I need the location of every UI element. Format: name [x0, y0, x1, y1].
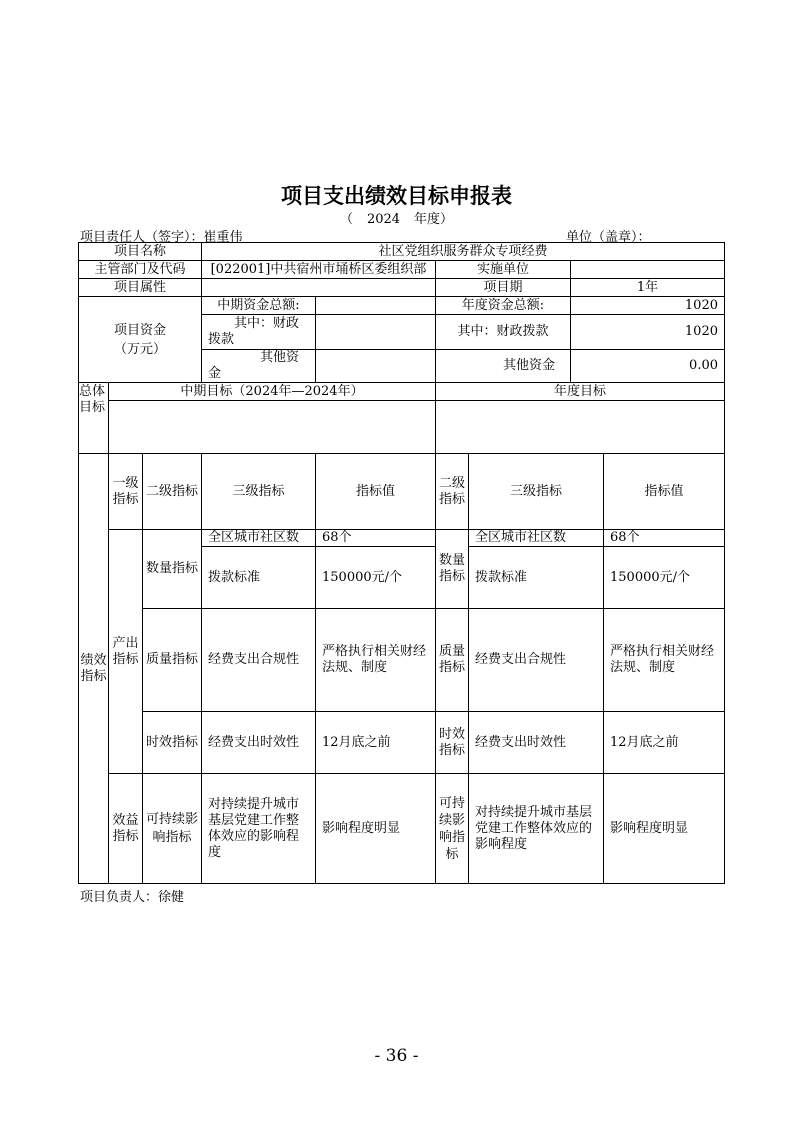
r-sustain-value: 影响程度明显	[604, 774, 725, 884]
dept-value: [022001]中共宿州市埇桥区委组织部	[202, 261, 436, 279]
year-value: 2024	[366, 212, 401, 227]
q1-name: 全区城市社区数	[202, 530, 316, 547]
mid-total-label: 中期资金总额:	[202, 297, 316, 315]
header-level3: 三级指标	[202, 454, 316, 530]
period-label: 项目期	[436, 279, 571, 297]
year-open: （	[339, 212, 353, 227]
sustain-name: 对持续提升城市基层党建工作整体效应的影响程度	[202, 774, 316, 884]
q1-value: 68个	[316, 530, 436, 547]
project-leader: 项目负责人：徐健	[80, 890, 185, 905]
overall-goal-label: 总体目标	[79, 383, 109, 454]
mid-other-label: 其他资金	[202, 350, 316, 383]
mid-goal-header: 中期目标（2024年—2024年）	[109, 383, 436, 401]
year-close: 年度）	[414, 212, 454, 227]
funds-label: 项目资金 （万元）	[79, 297, 202, 383]
annual-other-label: 其他资金	[436, 350, 571, 383]
r-q1-value: 68个	[604, 530, 725, 547]
r-quality-label: 质量指标	[436, 609, 469, 712]
page-title: 项目支出绩效目标申报表	[281, 184, 512, 208]
mid-fiscal-value	[316, 315, 436, 350]
header-r-level2: 二级指标	[436, 454, 469, 530]
q2-value: 150000元/个	[316, 547, 436, 609]
responsible-person: 项目责任人（签字）：崔重伟	[80, 230, 243, 245]
attr-label: 项目属性	[79, 279, 202, 297]
sustain-value: 影响程度明显	[316, 774, 436, 884]
quality-value: 严格执行相关财经法规、制度	[316, 609, 436, 712]
r-time-label: 时效指标	[436, 712, 469, 774]
q2-name: 拨款标准	[202, 547, 316, 609]
r-q2-value: 150000元/个	[604, 547, 725, 609]
impl-unit-value	[571, 261, 725, 279]
project-name-label: 项目名称	[79, 243, 202, 261]
mid-fiscal-label: 其中：财政拨款	[202, 315, 316, 350]
output-label: 产出指标	[109, 530, 143, 774]
r-quality-name: 经费支出合规性	[469, 609, 604, 712]
header-value: 指标值	[316, 454, 436, 530]
mid-goal-text	[109, 401, 436, 454]
header-r-value: 指标值	[604, 454, 725, 530]
unit-seal: 单位（盖章）：	[566, 230, 651, 245]
project-name-value: 社区党组织服务群众专项经费	[202, 243, 725, 261]
annual-fiscal-value: 1020	[571, 315, 725, 350]
r-quantity-label: 数量指标	[436, 530, 469, 609]
annual-goal-header: 年度目标	[436, 383, 725, 401]
r-quality-value: 严格执行相关财经法规、制度	[604, 609, 725, 712]
mid-other-value	[316, 350, 436, 383]
attr-value	[202, 279, 436, 297]
page-number: - 36 -	[374, 1046, 419, 1066]
annual-total-value: 1020	[571, 297, 725, 315]
annual-goal-text	[436, 401, 725, 454]
quality-label: 质量指标	[143, 609, 202, 712]
time-value: 12月底之前	[316, 712, 436, 774]
header-r-level3: 三级指标	[469, 454, 604, 530]
header-level1: 一级指标	[109, 454, 143, 530]
quantity-label: 数量指标	[143, 530, 202, 609]
r-sustain-name: 对持续提升城市基层党建工作整体效应的影响程度	[469, 774, 604, 884]
annual-fiscal-label: 其中：财政拨款	[436, 315, 571, 350]
header-level2: 二级指标	[143, 454, 202, 530]
benefit-label: 效益指标	[109, 774, 143, 884]
period-value: 1年	[571, 279, 725, 297]
r-time-name: 经费支出时效性	[469, 712, 604, 774]
r-q2-name: 拨款标准	[469, 547, 604, 609]
dept-label: 主管部门及代码	[79, 261, 202, 279]
annual-other-value: 0.00	[571, 350, 725, 383]
r-q1-name: 全区城市社区数	[469, 530, 604, 547]
mid-total-value	[316, 297, 436, 315]
quality-name: 经费支出合规性	[202, 609, 316, 712]
time-name: 经费支出时效性	[202, 712, 316, 774]
r-time-value: 12月底之前	[604, 712, 725, 774]
r-sustain-label: 可持续影响指标	[436, 774, 469, 884]
annual-total-label: 年度资金总额:	[436, 297, 571, 315]
time-label: 时效指标	[143, 712, 202, 774]
sustain-label: 可持续影响指标	[143, 774, 202, 884]
impl-unit-label: 实施单位	[436, 261, 571, 279]
perf-label: 绩效指标	[79, 454, 109, 884]
